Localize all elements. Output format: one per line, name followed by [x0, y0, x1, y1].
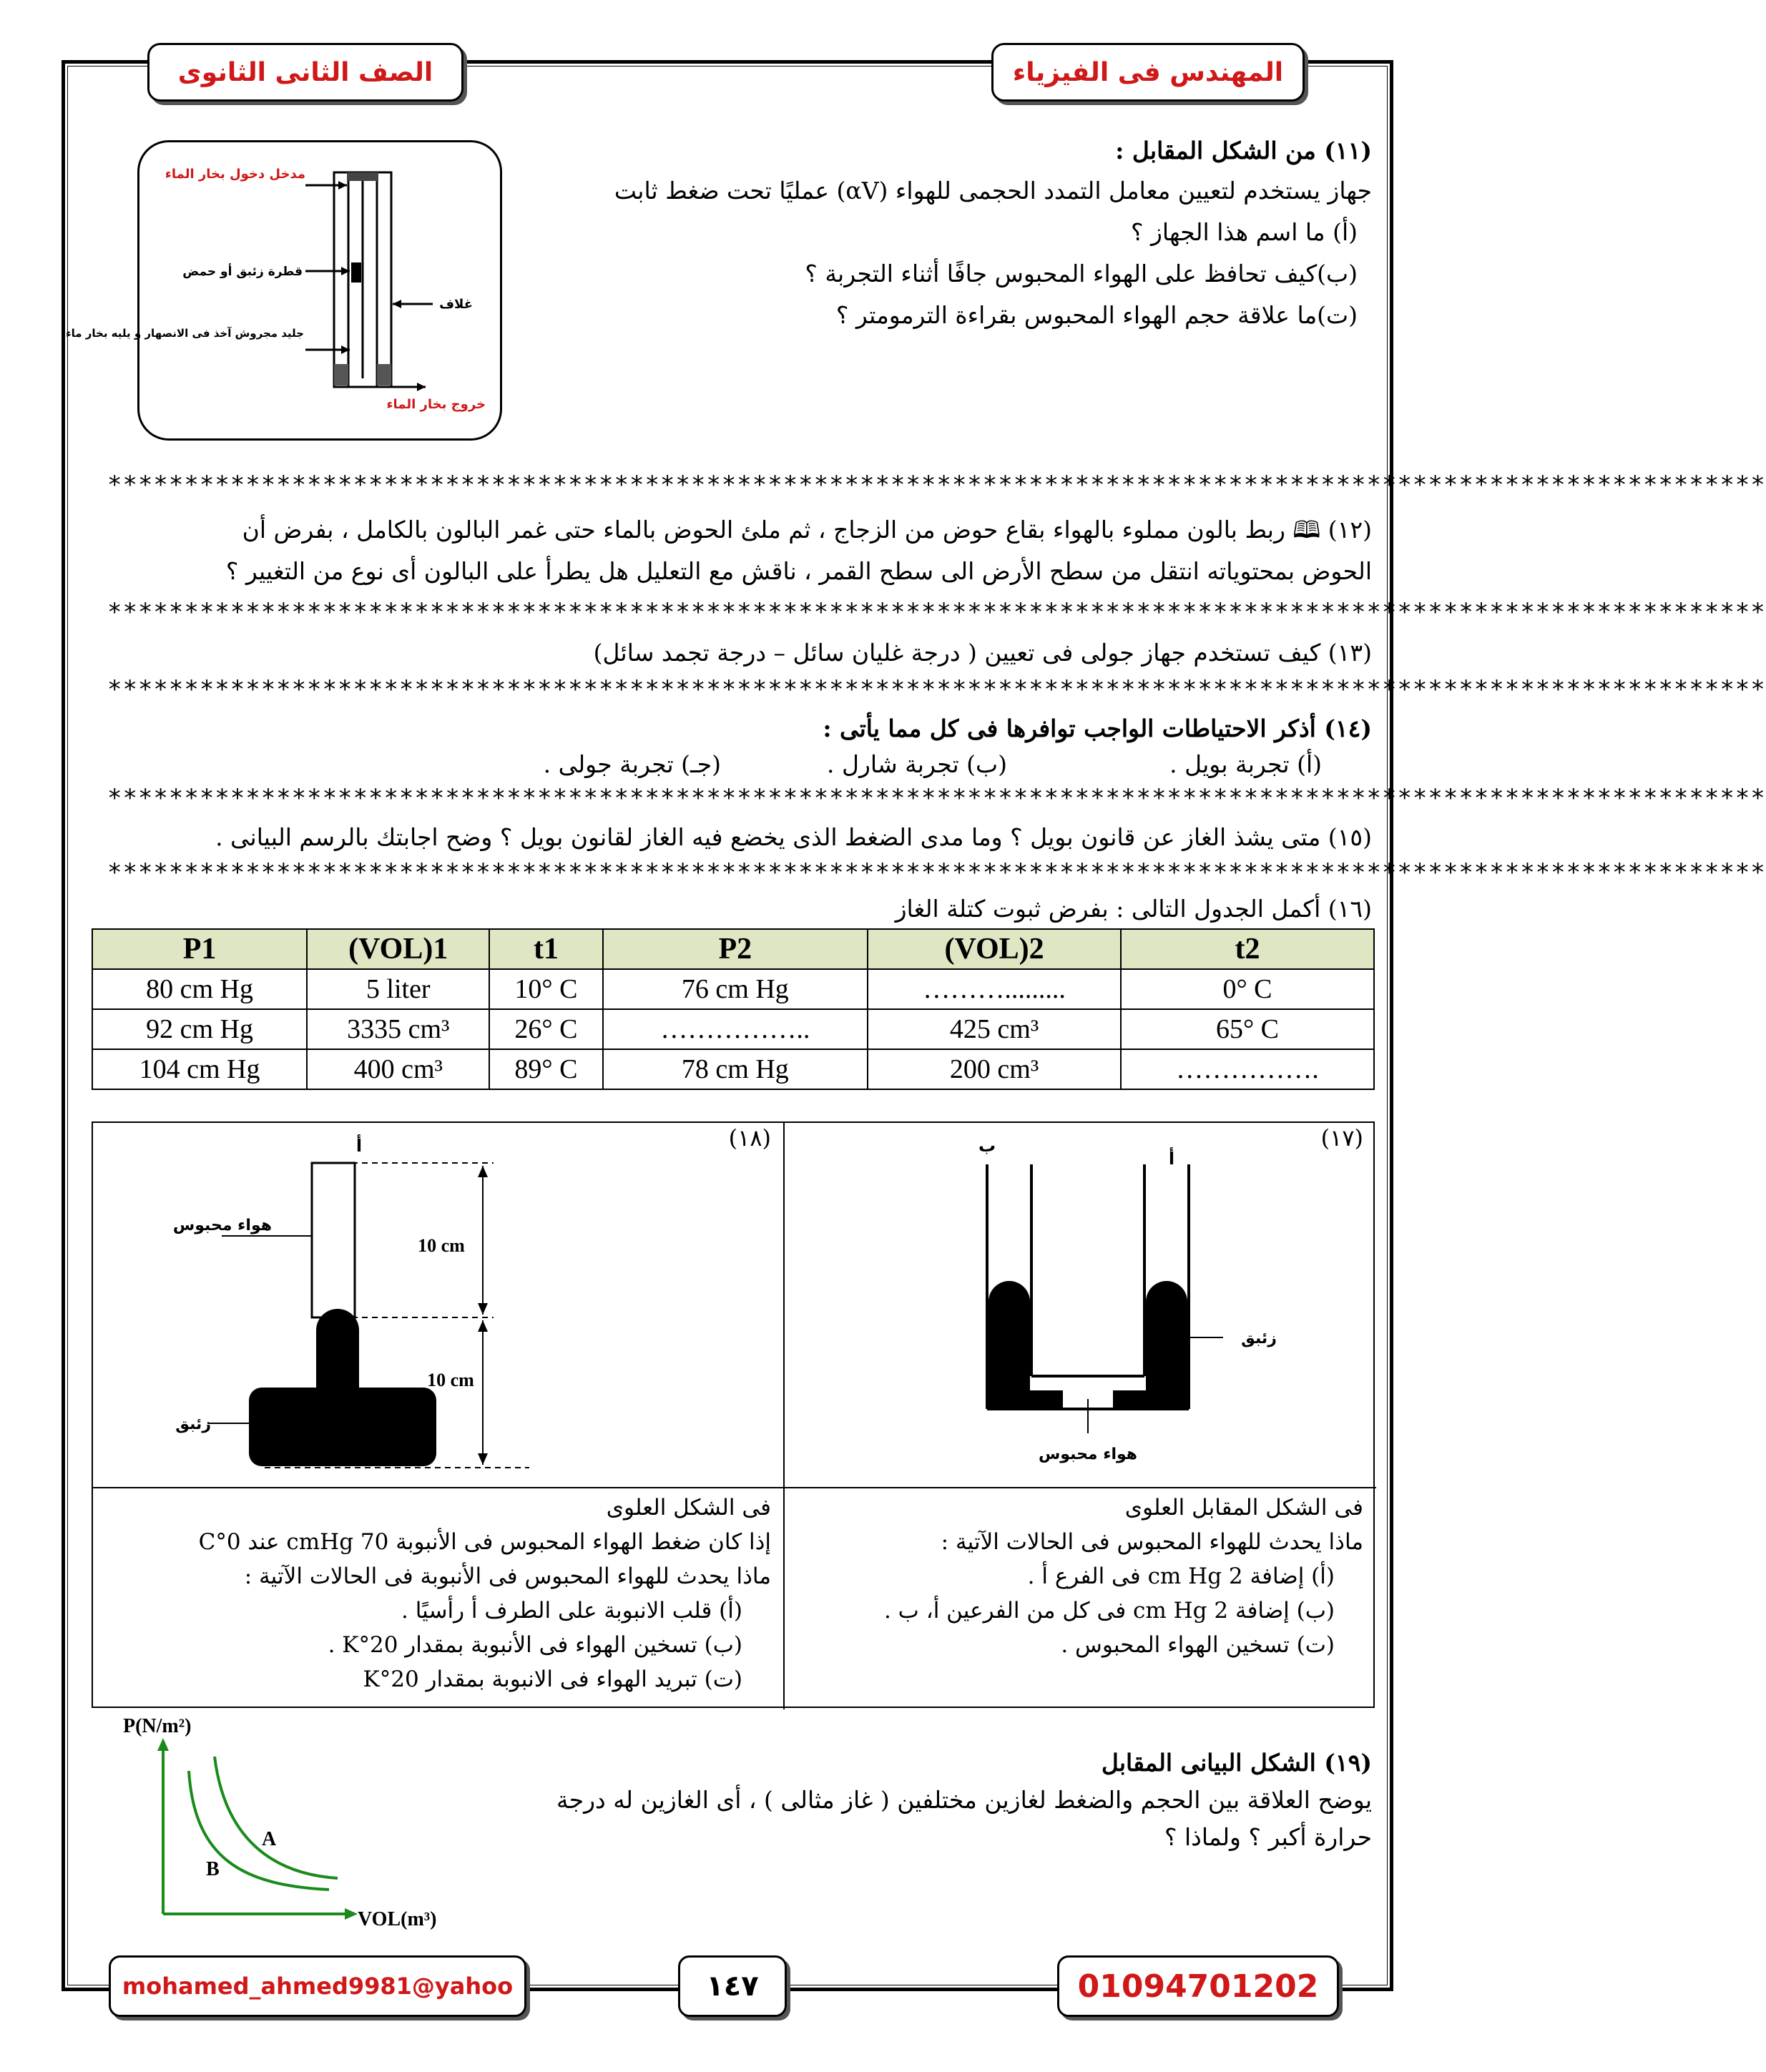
q19-line-1: يوضح العلاقة بين الحجم والضغط لغازين مختلفين ( غاز مثالى ) ، أى الغازين له درجة	[556, 1786, 1372, 1814]
q18-dimension-lower: 10 cm	[427, 1370, 474, 1390]
header-subject-title: المهندس فى الفيزياء	[991, 43, 1305, 102]
separator-line: ************************************************************************************************************	[107, 858, 1766, 887]
q16-instruction: (١٦) أكمل الجدول التالى : بفرض ثبوت كتلة الغاز	[895, 895, 1372, 923]
col-header-v1: (VOL)1	[307, 929, 489, 969]
table-cell: 200 cm³	[868, 1049, 1121, 1089]
q11-part-t: (ت)ما علاقة حجم الهواء المحبوس بقراءة الترمومتر ؟	[835, 301, 1358, 329]
footer-email: mohamed_ahmed9981@yahoo	[109, 1955, 526, 2017]
col-header-p1: P1	[92, 929, 307, 969]
q14-part-a: (أ) تجربة بويل .	[1169, 750, 1322, 778]
table-cell: …………….	[1121, 1049, 1374, 1089]
table-header-row	[92, 929, 1374, 969]
q12-line-2: الحوض بمحتوياته انتقل من سطح الأرض الى سطح القمر ، ناقش مع التعليل هل يطرأ على البالون أى نوع من التغيير ؟	[225, 557, 1372, 585]
page-number: ١٤٧	[678, 1955, 787, 2017]
pv-graph	[114, 1717, 486, 1931]
separator-line: ************************************************************************************************************	[107, 675, 1766, 704]
q11-intro: جهاز يستخدم لتعيين معامل التمدد الحجمى للهواء (αV) عمليًا تحت ضغط ثابت	[614, 177, 1372, 205]
gas-law-table	[92, 928, 1375, 1090]
footer-phone: 01094701202	[1057, 1955, 1339, 2017]
q18-label-trapped-air: هواء محبوس	[172, 1217, 272, 1234]
col-header-t2: t2	[1121, 929, 1374, 969]
label-steam-inlet: مدخل دخول بخار الماء	[165, 167, 305, 182]
q14-part-b: (ب) تجربة شارل .	[827, 750, 1007, 778]
q17-intro: ماذا يحدث للهواء المحبوس فى الحالات الآتية :	[941, 1529, 1363, 1555]
q11-part-a: (أ) ما اسم هذا الجهاز ؟	[1130, 218, 1358, 246]
curve-a-label: A	[262, 1828, 277, 1850]
q15-text: (١٥) متى يشذ الغاز عن قانون بويل ؟ وما مدى الضغط الذى يخضع فيه الغاز لقانون بويل ؟ وضح اجابتك بالرسم البيانى .	[215, 823, 1372, 851]
table-cell: 3335 cm³	[307, 1009, 489, 1049]
q14-heading: (١٤) أذكر الاحتياطات الواجب توافرها فى كل مما يأتى :	[823, 715, 1372, 742]
q13-text: (١٣) كيف تستخدم جهاز جولى فى تعيين ( درجة غليان سائل – درجة تجمد سائل)	[593, 639, 1372, 667]
q17-label-branch-b: ب	[978, 1136, 996, 1156]
q18-title: فى الشكل العلوى	[606, 1495, 771, 1521]
table-cell: 400 cm³	[307, 1049, 489, 1089]
q17-title: فى الشكل المقابل العلوى	[1124, 1495, 1363, 1521]
label-steam-outlet: خروج بخار الماء	[386, 397, 486, 412]
q12-line-1: (١٢) 🕮 ربط بالون مملوء بالهواء بقاع حوض من الزجاج ، ثم ملئ الحوض بالماء حتى غمر البالون بالكامل ، بفرض أن	[242, 516, 1372, 544]
q17-part-b: (ب) إضافة 2 cm Hg فى كل من الفرعين أ، ب .	[883, 1598, 1335, 1624]
label-crushed-ice: جليد مجروش آخذ فى الانصهار و يليه بخار ماء	[65, 327, 304, 340]
q17-label-mercury: زئبق	[1241, 1330, 1277, 1347]
table-cell: 92 cm Hg	[92, 1009, 307, 1049]
q18-part-b: (ب) تسخين الهواء فى الأنبوبة بمقدار 20°K .	[328, 1632, 742, 1658]
table-cell: 89° C	[489, 1049, 602, 1089]
table-row	[92, 1009, 1374, 1049]
q18-part-a: (أ) قلب الانبوبة على الطرف أ رأسيًا .	[401, 1598, 742, 1624]
q11-part-b: (ب)كيف تحافظ على الهواء المحبوس جافًا أثناء التجربة ؟	[805, 260, 1358, 288]
q19-line-2: حرارة أكبر ؟ ولماذا ؟	[1164, 1823, 1372, 1851]
q11-heading: (١١) من الشكل المقابل :	[1115, 137, 1372, 165]
apparatus-diagram	[65, 142, 500, 438]
q17-text-block	[784, 1491, 1363, 1662]
table-cell: 0° C	[1121, 969, 1374, 1009]
label-jacket: غلاف	[439, 297, 473, 312]
q17-part-t: (ت) تسخين الهواء المحبوس .	[1061, 1632, 1335, 1658]
q18-intro-2: ماذا يحدث للهواء المحبوس فى الأنبوبة فى الحالات الآتية :	[244, 1563, 771, 1589]
q17-number: (١٧)	[1320, 1124, 1363, 1152]
q18-intro: إذا كان ضغط الهواء المحبوس فى الأنبوبة 70 cmHg عند 0°C	[198, 1529, 771, 1555]
header-grade-title: الصف الثانى الثانوى	[147, 43, 463, 102]
curve-a-line	[215, 1757, 338, 1878]
graph-y-axis-label: P(N/m²)	[123, 1715, 192, 1737]
table-row	[92, 969, 1374, 1009]
q19-heading: (١٩) الشكل البيانى المقابل	[1101, 1749, 1372, 1777]
q18-text-block	[99, 1491, 771, 1697]
table-cell: 78 cm Hg	[603, 1049, 868, 1089]
table-cell: 425 cm³	[868, 1009, 1121, 1049]
col-header-p2: P2	[603, 929, 868, 969]
graph-x-axis-label: VOL(m³)	[358, 1908, 437, 1930]
table-cell: 10° C	[489, 969, 602, 1009]
label-mercury-drop: قطرة زئبق أو حمض	[182, 265, 303, 279]
table-cell: 104 cm Hg	[92, 1049, 307, 1089]
table-row	[92, 1049, 1374, 1089]
q17-label-branch-a: أ	[1168, 1149, 1175, 1169]
q18-part-t: (ت) تبريد الهواء فى الانبوبة بمقدار 20°K	[363, 1666, 742, 1692]
table-cell: ……….........	[868, 969, 1121, 1009]
q14-part-c: (جـ) تجربة جولى .	[543, 750, 721, 778]
table-cell: 76 cm Hg	[603, 969, 868, 1009]
separator-line: ************************************************************************************************************	[107, 471, 1766, 499]
separator-line: ************************************************************************************************************	[107, 598, 1766, 627]
col-header-v2: (VOL)2	[868, 929, 1121, 969]
separator-line: ************************************************************************************************************	[107, 784, 1766, 812]
curve-b-label: B	[206, 1858, 220, 1880]
q18-number: (١٨)	[728, 1124, 771, 1152]
table-cell: 65° C	[1121, 1009, 1374, 1049]
q18-dimension-upper: 10 cm	[418, 1235, 465, 1256]
col-header-t1: t1	[489, 929, 602, 969]
questions-17-18-grid	[92, 1121, 1375, 1708]
table-cell: 26° C	[489, 1009, 602, 1049]
q18-label-end-a: أ	[355, 1136, 363, 1156]
q11-figure-frame	[65, 140, 502, 441]
table-cell: ……………..	[603, 1009, 868, 1049]
table-cell: 80 cm Hg	[92, 969, 307, 1009]
q17-label-trapped-air: هواء محبوس	[1038, 1445, 1138, 1463]
table-cell: 5 liter	[307, 969, 489, 1009]
q17-part-a: (أ) إضافة 2 cm Hg فى الفرع أ .	[1027, 1563, 1335, 1589]
q18-label-mercury: زئبق	[175, 1415, 211, 1433]
